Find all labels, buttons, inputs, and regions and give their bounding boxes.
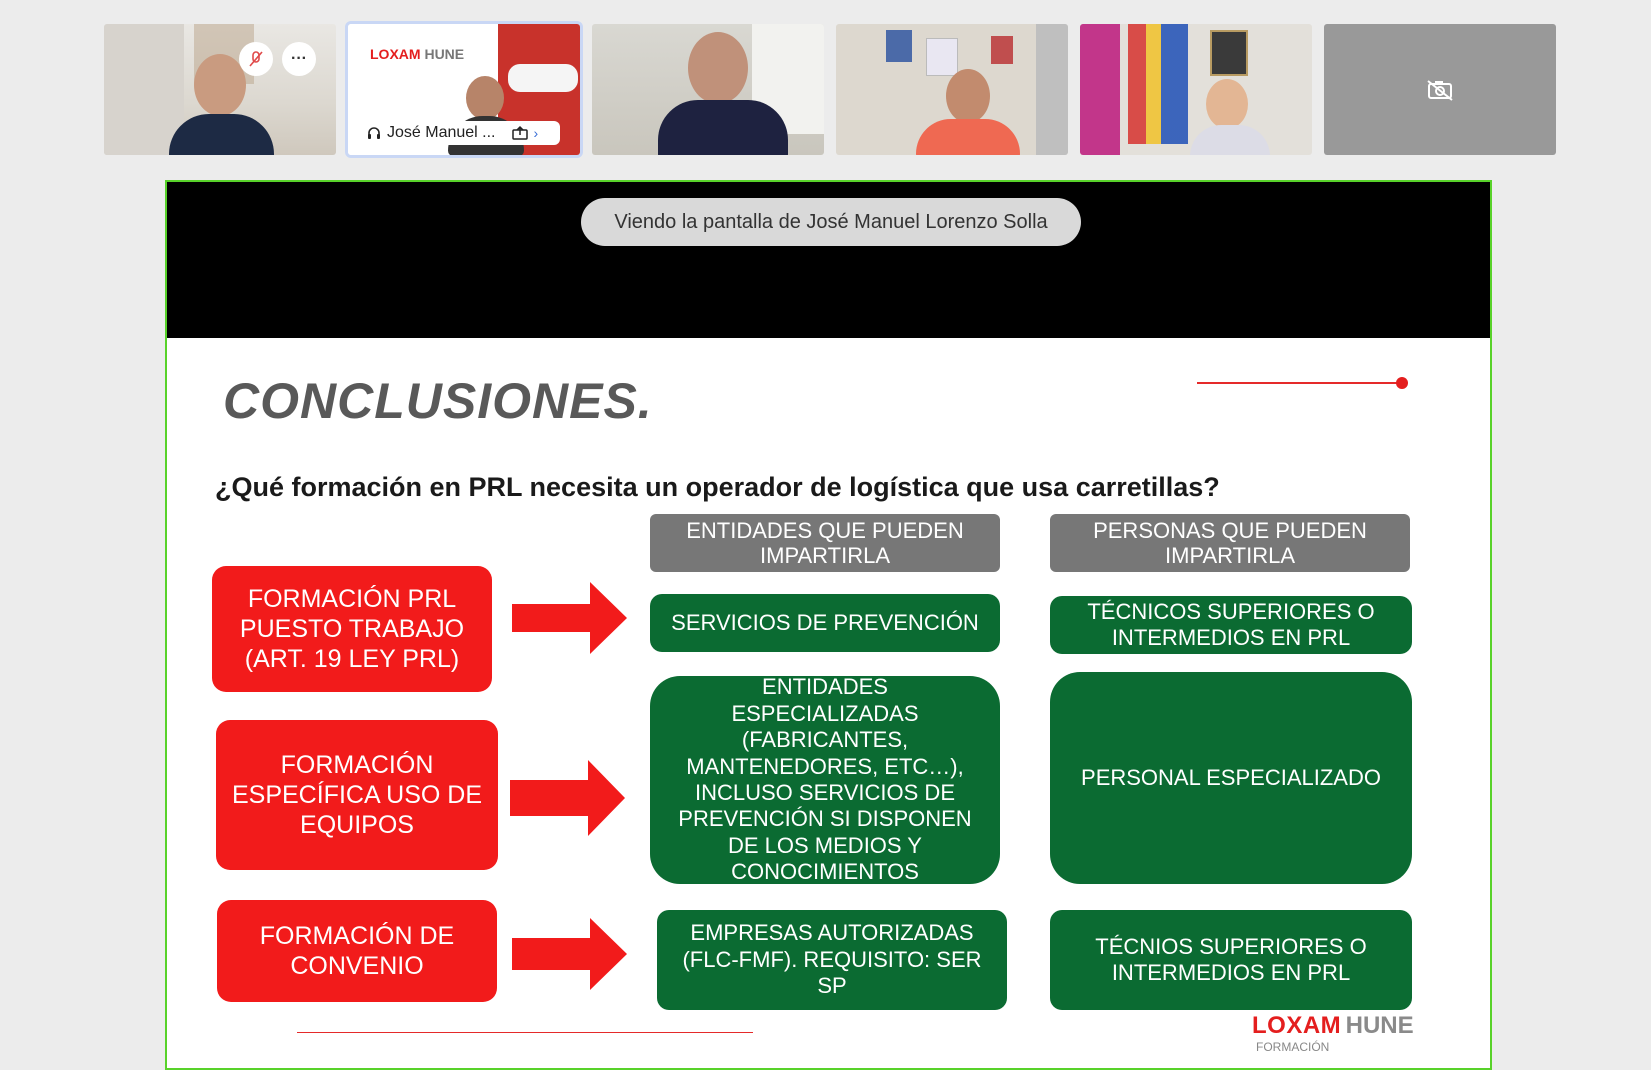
- screen-share-icon: [511, 125, 529, 141]
- slide-title: CONCLUSIONES.: [223, 373, 653, 429]
- shared-screen: [165, 180, 1492, 1070]
- participant-tile-5[interactable]: [1080, 24, 1312, 155]
- participant-tile-4[interactable]: [836, 24, 1068, 155]
- entities-box-1: SERVICIOS DE PREVENCIÓN: [650, 594, 1000, 652]
- participant-name: José Manuel ...: [387, 124, 496, 141]
- slide-question: ¿Qué formación en PRL necesita un operador de logística que usa carretillas?: [215, 472, 1220, 502]
- persons-box-1: TÉCNICOS SUPERIORES O INTERMEDIOS EN PRL: [1050, 596, 1412, 654]
- decorative-line-bottom: [297, 1032, 753, 1033]
- arrow-icon-3: [512, 918, 627, 990]
- decorative-line: [1197, 382, 1402, 384]
- brand-logo: LOXAM HUNE FORMACIÓN: [1252, 1012, 1414, 1054]
- chevron-right-icon[interactable]: ›: [533, 125, 539, 141]
- arrow-icon-2: [510, 760, 625, 836]
- persons-box-2: PERSONAL ESPECIALIZADO: [1050, 672, 1412, 884]
- mic-off-icon[interactable]: [239, 42, 273, 76]
- participant-tile-6[interactable]: [1324, 24, 1556, 155]
- header-entities: ENTIDADES QUE PUEDEN IMPARTIRLA: [650, 514, 1000, 572]
- participant-tile-3[interactable]: [592, 24, 824, 155]
- training-box-3: FORMACIÓN DE CONVENIO: [217, 900, 497, 1002]
- headset-icon: [366, 125, 382, 141]
- arrow-icon-1: [512, 582, 627, 654]
- entities-box-3: EMPRESAS AUTORIZADAS (FLC-FMF). REQUISITO: SER SP: [657, 910, 1007, 1010]
- participant-tile-1[interactable]: [104, 24, 336, 155]
- decorative-dot: [1396, 377, 1408, 389]
- camera-off-icon: [1426, 79, 1454, 101]
- entities-box-2: ENTIDADES ESPECIALIZADAS (FABRICANTES, MANTENEDORES, ETC…), INCLUSO SERVICIOS DE PREVENCIÓN SI DISPONEN DE LOS MEDIOS Y CONOCIMIENTOS: [650, 676, 1000, 884]
- shared-screen-header: [167, 182, 1490, 338]
- training-box-2: FORMACIÓN ESPECÍFICA USO DE EQUIPOS: [216, 720, 498, 870]
- viewing-screen-banner: Viendo la pantalla de José Manuel Lorenzo Solla: [581, 198, 1081, 246]
- participant-tile-2[interactable]: [348, 24, 580, 155]
- more-options-button[interactable]: ···: [282, 42, 316, 76]
- tile-logo: LOXAM HUNE: [370, 46, 465, 62]
- training-box-1: FORMACIÓN PRL PUESTO TRABAJO (ART. 19 LEY PRL): [212, 566, 492, 692]
- header-persons: PERSONAS QUE PUEDEN IMPARTIRLA: [1050, 514, 1410, 572]
- persons-box-3: TÉCNIOS SUPERIORES O INTERMEDIOS EN PRL: [1050, 910, 1412, 1010]
- participant-name-pill[interactable]: [360, 121, 560, 145]
